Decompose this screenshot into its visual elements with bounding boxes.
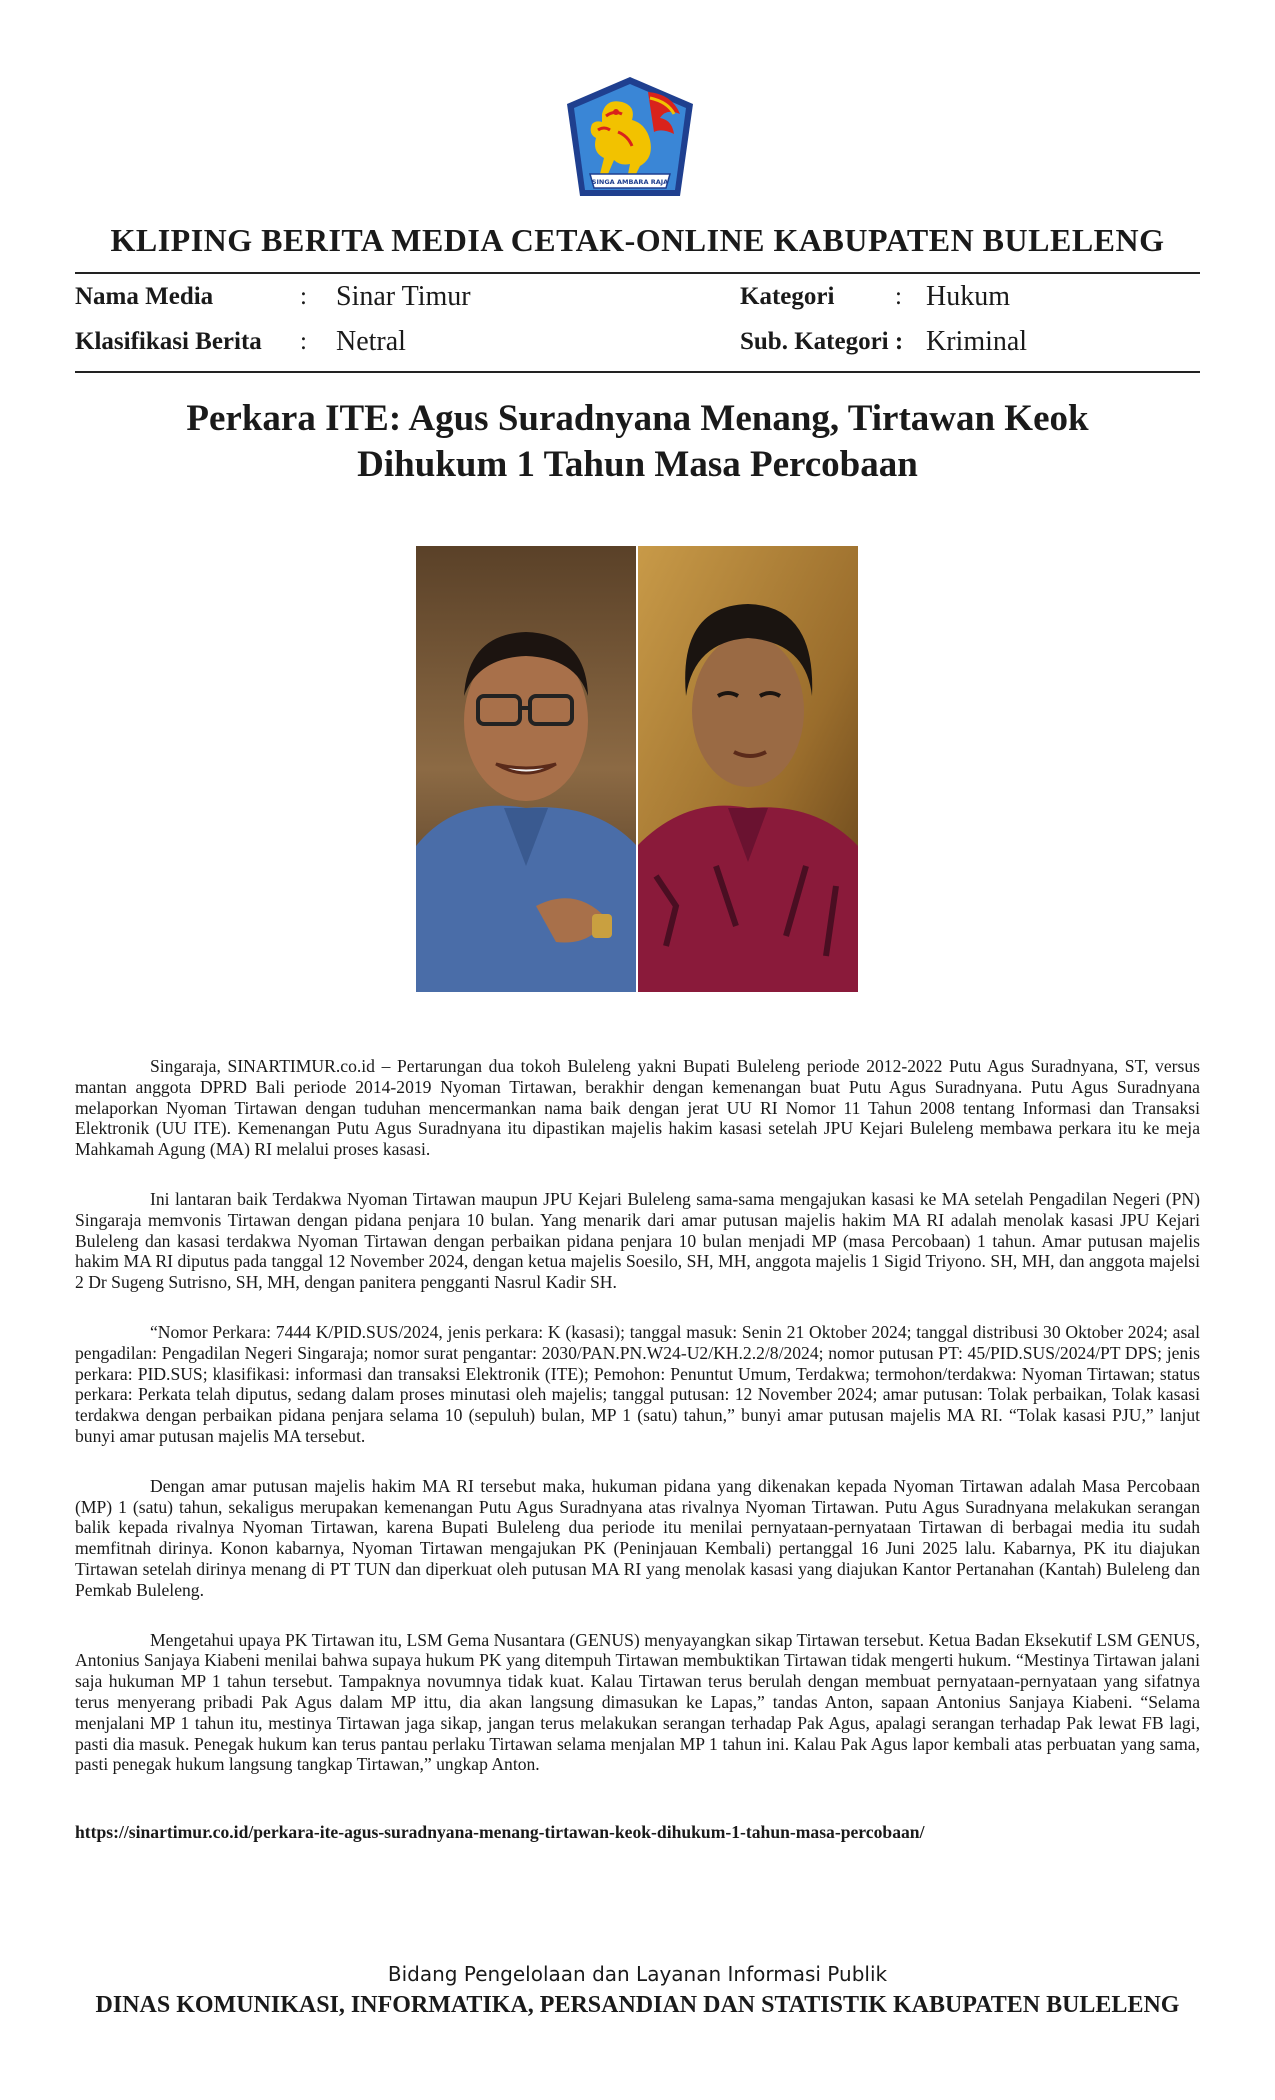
classification-label: Klasifikasi Berita <box>75 328 262 355</box>
classification-value: Netral <box>336 326 406 357</box>
article-source-url: https://sinartimur.co.id/perkara-ite-agus-suradnyana-menang-tirtawan-keok-dihukum-1-tahun-masa-percobaan/ <box>75 1822 925 1842</box>
article-title-line-2: Dihukum 1 Tahun Masa Percobaan <box>357 444 918 485</box>
classification-colon: : <box>300 328 307 355</box>
article-photo <box>416 546 858 992</box>
article-paragraph-2: Ini lantaran baik Terdakwa Nyoman Tirtawan maupun JPU Kejari Buleleng sama-sama mengajukan kasasi ke MA setelah Pengadilan Negeri (PN) Singaraja memvonis Tirtawan dengan pidana penjara 10 bulan. Yang menarik dari amar putusan majelis hakim MA RI adalah menolak kasasi JPU Kejari Buleleng dan kasasi terdakwa Nyoman Tirtawan dengan perbaikan pidana penjara 10 bulan menjadi MP (masa Percobaan) 1 tahun. Amar putusan majelis hakim MA RI diputus pada tanggal 12 November 2024, dengan ketua majelis Soesilo, SH, MH, anggota majelis 1 Sigid Triyono. SH, MH, dan anggota majelsi 2 Dr Sugeng Sutrisno, SH, MH, dengan panitera pengganti Nasrul Kadir SH. <box>75 1188 1200 1293</box>
subcategory-value: Kriminal <box>926 326 1028 357</box>
media-name-colon: : <box>300 283 307 310</box>
article-title-line-1: Perkara ITE: Agus Suradnyana Menang, Tirtawan Keok <box>186 398 1089 439</box>
article-body <box>75 1056 1200 1804</box>
category-label: Kategori <box>740 283 835 310</box>
article-paragraph-1: Singaraja, SINARTIMUR.co.id – Pertarungan dua tokoh Buleleng yakni Bupati Buleleng periode 2012-2022 Putu Agus Suradnyana, ST, versus mantan anggota DPRD Bali periode 2014-2019 Nyoman Tirtawan, berakhir dengan kemenangan buat Putu Agus Suradnyana. Putu Agus Suradnyana melaporkan Nyoman Tirtawan dengan tuduhan mencermankan nama baik dengan jerat UU RI Nomor 11 Tahun 2008 tentang Informasi dan Transaksi Elektronik (UU ITE). Kemenangan Putu Agus Suradnyana itu dipastikan majelis hakim kasasi setelah JPU Kejari Buleleng membawa perkara itu ke meja Mahkamah Agung (MA) RI melalui proses kasasi. <box>75 1056 1200 1160</box>
article-paragraph-5: Mengetahui upaya PK Tirtawan itu, LSM Gema Nusantara (GENUS) menyayangkan sikap Tirtawan tersebut. Ketua Badan Eksekutif LSM GENUS, Antonius Sanjaya Kiabeni menilai bahwa supaya hukum PK yang ditempuh Tirtawan membuktikan Tirtawan tidak mengerti hukum. “Mestinya Tirtawan jalani saja hukuman MP 1 tahun tersebut. Tampaknya novumnya tidak kuat. Kalau Tirtawan terus berulah dengan membuat pernyataan-pernyataan yang sifatnya terus menyerang pribadi Pak Agus dalam MP ittu, dia akan langsung dimasukan ke Lapas,” tandas Anton, sapaan Antonius Sanjaya Kiabeni. “Selama menjalani MP 1 tahun itu, mestinya Tirtawan jaga sikap, jangan terus melakukan serangan terhadap Pak Agus, apalagi serangan terhadap Pak lewat FB lagi, pasti dia masuk. Penegak hukum kan terus pantau perlaku Tirtawan selama menjalan MP 1 tahun ini. Kalau Pak Agus lapor kembali atas perbuatan yang sama, pasti penegak hukum langsung tangkap Tirtawan,” ungkap Anton. <box>75 1629 1200 1775</box>
article-title <box>150 396 1125 488</box>
category-value: Hukum <box>926 281 1010 312</box>
media-name-label: Nama Media <box>75 283 214 310</box>
header-rule-top <box>75 272 1200 274</box>
portrait-right <box>637 546 858 992</box>
logo-motto-text: SINGA AMBARA RAJA <box>591 178 669 186</box>
category-colon: : <box>895 283 902 310</box>
portrait-left <box>416 546 637 992</box>
footer-division: Bidang Pengelolaan dan Layanan Informasi Publik <box>387 1962 888 1986</box>
footer-agency: DINAS KOMUNIKASI, INFORMATIKA, PERSANDIAN DAN STATISTIK KABUPATEN BULELENG <box>95 1992 1180 2018</box>
clipping-header-title: KLIPING BERITA MEDIA CETAK-ONLINE KABUPATEN BULELENG <box>110 222 1165 258</box>
buleleng-regency-logo <box>562 74 698 200</box>
header-rule-bottom <box>75 371 1200 373</box>
subcategory-label: Sub. Kategori : <box>740 328 904 355</box>
article-paragraph-3: “Nomor Perkara: 7444 K/PID.SUS/2024, jenis perkara: K (kasasi); tanggal masuk: Senin 21 Oktober 2024; tanggal distribusi 30 Oktober 2024; asal pengadilan: Pengadilan Negeri Singaraja; nomor surat pengantar: 2030/PAN.PN.W24-U2/KH.2.2/8/2024; nomor putusan PT: 45/PID.SUS/2024/PT DPS; jenis perkara: PID.SUS; klasifikasi: informasi dan transaksi Elektronik (ITE); Pemohon: Penuntut Umum, Terdakwa; termohon/terdakwa: Nyoman Tirtawan; status perkara: Perkata telah diputus, sedang dalam proses minutasi oleh majelis; tanggal putusan: 12 November 2024; amar putusan: Tolak perbaikan, Tolak kasasi terdakwa dengan perbaikan pidana penjara selama 10 (sepuluh) bulan, MP 1 (satu) tahun,” bunyi amar putusan majelis MA RI. “Tolak kasasi PJU,” lanjut bunyi amar putusan majelis MA tersebut. <box>75 1321 1200 1446</box>
media-name-value: Sinar Timur <box>336 281 471 312</box>
article-paragraph-4: Dengan amar putusan majelis hakim MA RI tersebut maka, hukuman pidana yang dikenakan kepada Nyoman Tirtawan adalah Masa Percobaan (MP) 1 (satu) tahun, sekaligus merupakan kemenangan Putu Agus Suradnyana atas rivalnya Nyoman Tirtawan. Putu Agus Suradnyana melakukan serangan balik kepada rivalnya Nyoman Tirtawan, karena Bupati Buleleng dua periode itu menilai pernyataan-pernyataan Tirtawan di berbagai media itu sudah memfitnah dirinya. Konon kabarnya, Nyoman Tirtawan mengajukan PK (Peninjauan Kembali) pertanggal 16 Juni 2025 lalu. Kabarnya, PK itu diajukan Tirtawan setelah dirinya menang di PT TUN dan diperkuat oleh putusan MA RI yang menolak kasasi yang diajukan Kantor Pertanahan (Kantah) Buleleng dan Pemkab Buleleng. <box>75 1475 1200 1600</box>
